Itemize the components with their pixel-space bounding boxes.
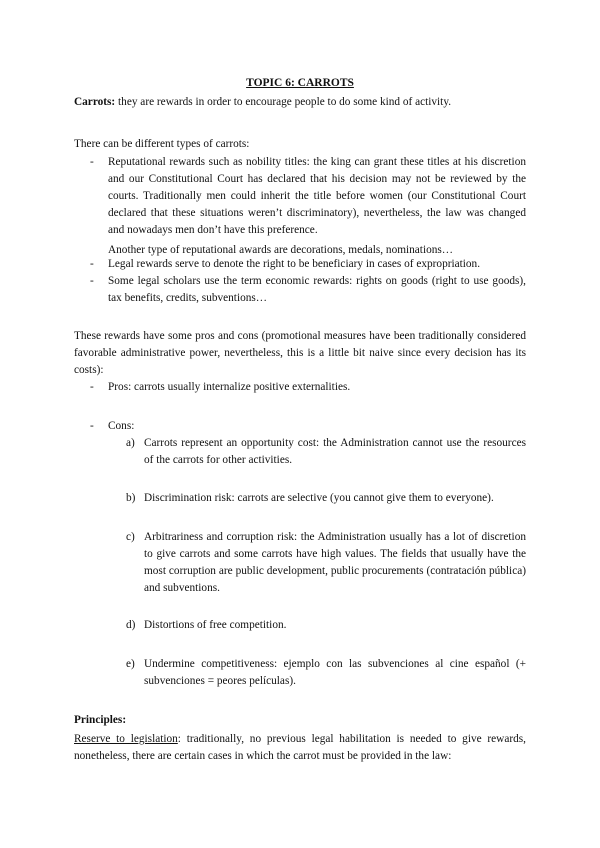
list-item (108, 256, 526, 273)
list-item-text: Some legal scholars use the term economic rewards: rights on goods (right to use goods), tax benefits, credits, subventions… (108, 275, 526, 304)
pros-cons-intro: These rewards have some pros and cons (promotional measures have been traditionally considered favorable administrative power, nevertheless, this is a little bit naive since every decision has its costs): (74, 330, 526, 376)
list-dash: - (90, 156, 94, 168)
definition-term: Carrots: (74, 96, 116, 108)
reserve-term: Reserve to legislation (74, 733, 178, 745)
types-intro: There can be different types of carrots: (74, 138, 250, 150)
pros-item: Pros: carrots usually internalize positive externalities. (108, 381, 351, 393)
cons-item: Discrimination risk: carrots are selective (you cannot give them to everyone). (144, 492, 494, 504)
list-item-text: Legal rewards serve to denote the right to be beneficiary in cases of expropriation. (108, 258, 481, 270)
list-item (108, 154, 526, 259)
cons-item: Carrots represent an opportunity cost: the Administration cannot use the resources of the carrots for other activities. (144, 437, 526, 466)
cons-item: Arbitrariness and corruption risk: the Administration usually has a lot of discretion to give carrots and some carrots have high values. The fields that usually have the most corruption are public development, public procurements (contratación pública) and subventions. (144, 531, 526, 594)
cons-item-label: d) (126, 619, 136, 631)
cons-item-label: b) (126, 492, 136, 504)
page-title: TOPIC 6: CARROTS (246, 77, 354, 89)
reserve-text: : traditionally, no previous legal habilitation is needed to give rewards, nonetheless, there are certain cases in which the carrot must be provided in the law: (74, 733, 526, 762)
cons-item-label: c) (126, 531, 135, 543)
list-dash: - (90, 420, 94, 432)
list-item-extra: Another type of reputational awards are decorations, medals, nominations… (108, 244, 454, 256)
cons-item: Undermine competitiveness: ejemplo con las subvenciones al cine español (+ subvenciones = peores películas). (144, 658, 526, 687)
cons-item-label: a) (126, 437, 135, 449)
list-item-text: Reputational rewards such as nobility titles: the king can grant these titles at his discretion and our Constitutional Court has declared that his decision may not be reviewed by the courts. Traditionally men could inherit the title before women (our Constitutional Court declared that these situations weren’t discriminatory), nevertheless, the law was changed and nowadays men don’t have this preference. (108, 156, 526, 236)
list-dash: - (90, 258, 94, 270)
reserve-paragraph (74, 731, 526, 765)
list-dash: - (90, 381, 94, 393)
list-item (108, 273, 526, 307)
cons-item: Distortions of free competition. (144, 619, 287, 631)
carrots-definition (74, 94, 526, 111)
cons-item-label: e) (126, 658, 135, 670)
cons-label: Cons: (108, 420, 135, 432)
list-dash: - (90, 275, 94, 287)
principles-heading: Principles: (74, 714, 127, 726)
definition-text: they are rewards in order to encourage people to do some kind of activity. (115, 96, 452, 108)
